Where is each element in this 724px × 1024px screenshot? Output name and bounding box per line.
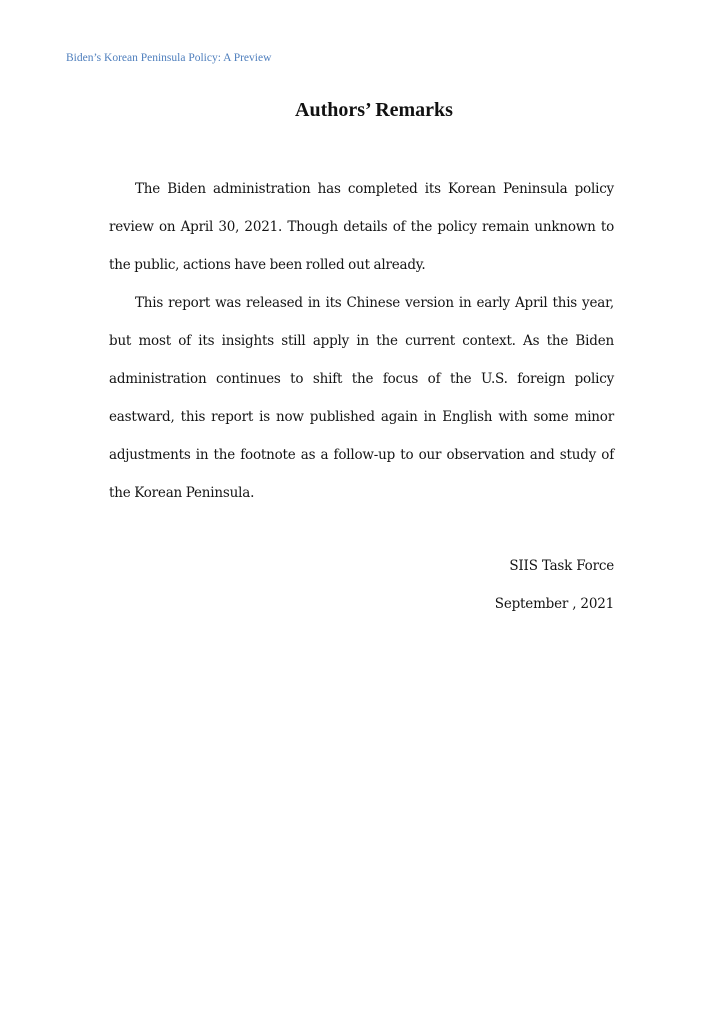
body-text: [109, 170, 614, 512]
signature-date: September , 2021: [494, 596, 614, 612]
signature-author: SIIS Task Force: [509, 558, 614, 574]
signature-block: [495, 547, 614, 623]
running-header: Biden’s Korean Peninsula Policy: A Preview: [66, 52, 272, 64]
paragraph-2: This report was released in its Chinese version in early April this year, but most of its insights still apply in the current context. As the Biden administration continues to shift the focus of the U.S. foreign policy eastward, this report is now published again in English with some minor adjustments in the footnote as a follow-up to our observation and study of the Korean Peninsula.: [109, 295, 614, 501]
page-title: Authors’ Remarks: [295, 99, 453, 121]
paragraph-1: The Biden administration has completed its Korean Peninsula policy review on April 30, 2021. Though details of the policy remain unknown to the public, actions have been rolled out already.: [109, 181, 614, 273]
